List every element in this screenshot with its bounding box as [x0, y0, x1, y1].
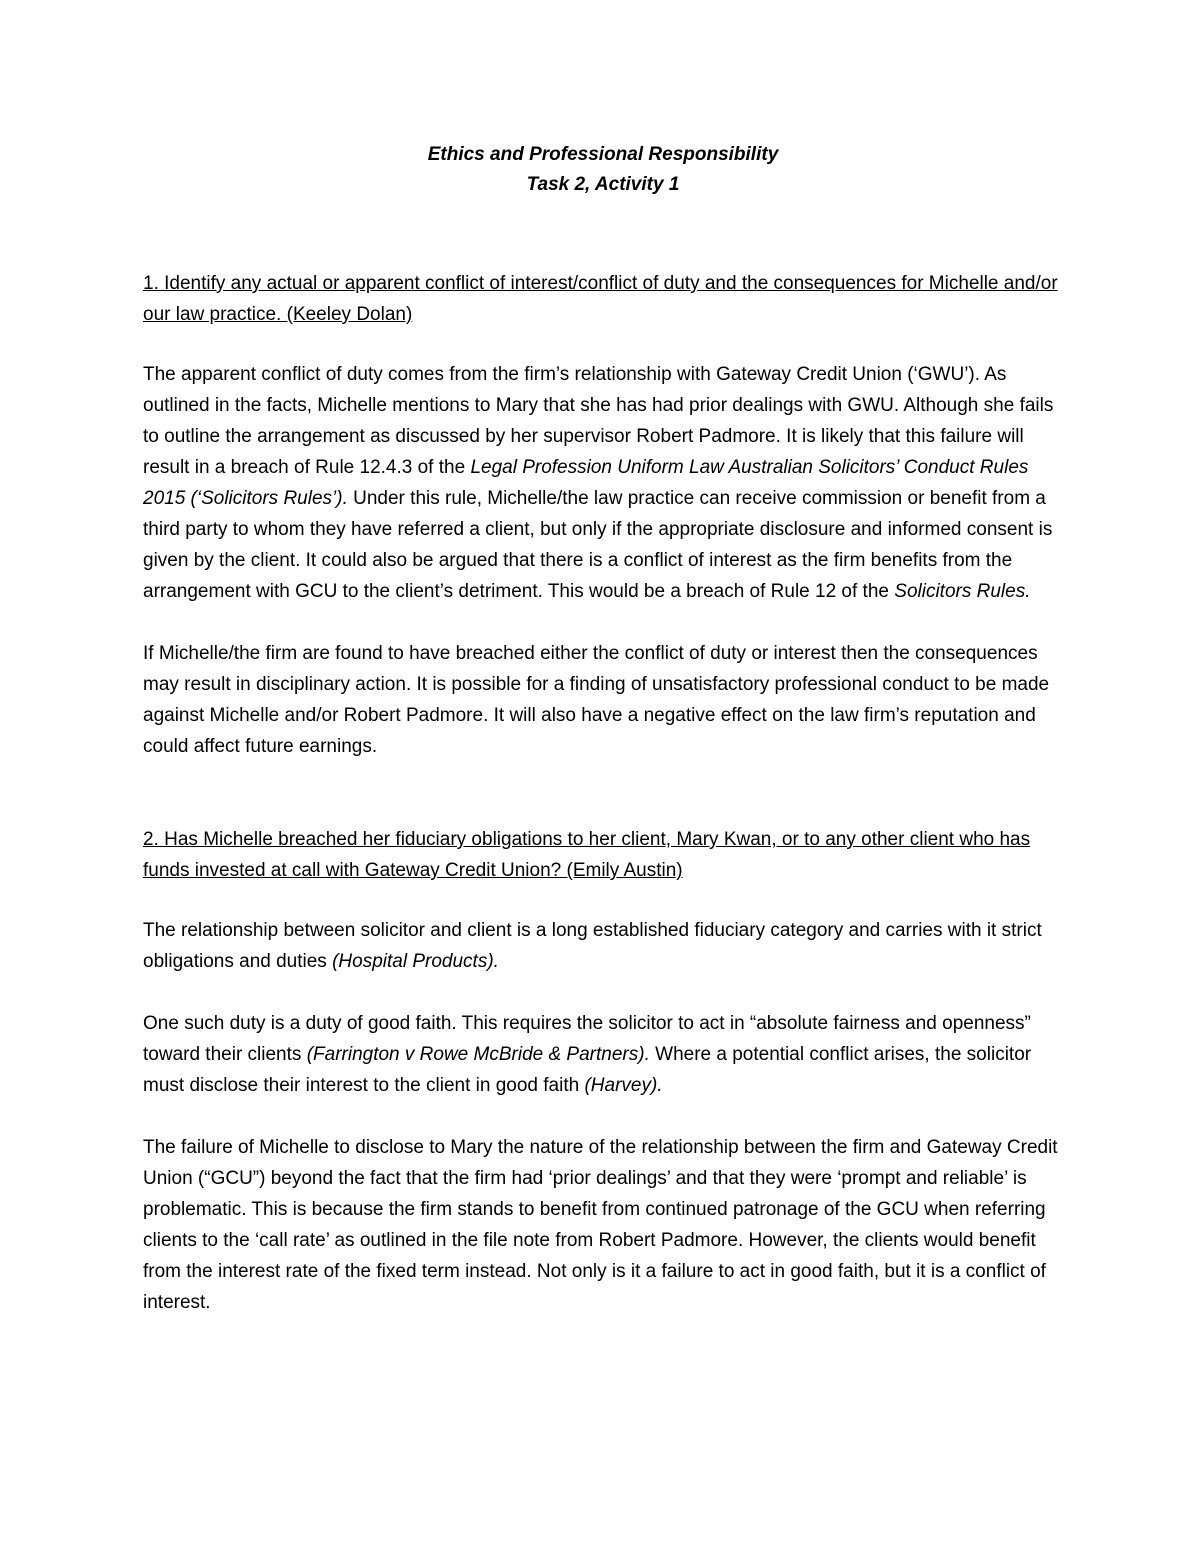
q1-p1-text-a: The apparent conflict of duty comes from the firm’s relationship with Gateway Credit Union (‘GWU’). As outlined in the facts, Michelle mentions to Mary that she has had prior dealings with GWU. Although she fails to outline the arrangement as discussed by her supervisor Robert Padmore. It is likely that this failure will result in a breach of Rule 12.4.3 of the: [143, 364, 1054, 478]
q2-p2-citation-farrington: (Farrington v Rowe McBride & Partners).: [306, 1044, 650, 1065]
q2-p1-text-a: The relationship between solicitor and client is a long established fiduciary category and carries with it strict obligations and duties: [143, 920, 1042, 972]
question-2-heading: 2. Has Michelle breached her fiduciary obligations to her client, Mary Kwan, or to any other client who has funds invested at call with Gateway Credit Union? (Emily Austin): [143, 829, 1031, 881]
q1-p1-citation-solicitors-rules: Solicitors Rules.: [894, 581, 1031, 602]
q2-p2-text-a: One such duty is a duty of good faith. This requires the solicitor to act in “absolute fairness and openness” toward their clients: [143, 1013, 1031, 1065]
question-1-heading: 1. Identify any actual or apparent conflict of interest/conflict of duty and the consequences for Michelle and/or our law practice. (Keeley Dolan): [143, 273, 1058, 325]
q2-paragraph-3: The failure of Michelle to disclose to Mary the nature of the relationship between the firm and Gateway Credit Union (“GCU”) beyond the fact that the firm had ‘prior dealings’ and that they were ‘prompt and reliable’ is problematic. This is because the firm stands to benefit from continued patronage of the GCU when referring clients to the ‘call rate’ as outlined in the file note from Robert Padmore. However, the clients would benefit from the interest rate of the fixed term instead. Not only is it a failure to act in good faith, but it is a conflict of interest.: [143, 1137, 1058, 1313]
q1-p1-citation-rules: Legal Profession Uniform Law Australian Solicitors’ Conduct Rules 2015 (‘Solicitors Rules’).: [143, 457, 1029, 509]
q2-p2-citation-harvey: (Harvey).: [584, 1075, 663, 1096]
document-subtitle: Task 2, Activity 1: [526, 174, 680, 195]
document-page: [143, 140, 1063, 1349]
title-block: [143, 140, 1063, 200]
q1-p1-text-c: Under this rule, Michelle/the law practice can receive commission or benefit from a third party to whom they have referred a client, but only if the appropriate disclosure and informed consent is given by the client. It could also be argued that there is a conflict of interest as the firm benefits from the arrangement with GCU to the client’s detriment. This would be a breach of Rule 12 of the: [143, 488, 1053, 602]
q1-paragraph-2: If Michelle/the firm are found to have breached either the conflict of duty or interest then the consequences may result in disciplinary action. It is possible for a finding of unsatisfactory professional conduct to be made against Michelle and/or Robert Padmore. It will also have a negative effect on the law firm’s reputation and could affect future earnings.: [143, 643, 1050, 757]
q2-p1-citation: (Hospital Products).: [332, 951, 499, 972]
q2-paragraph-1: [143, 915, 1063, 977]
q2-p2-text-c: Where a potential conflict arises, the solicitor must disclose their interest to the client in good faith: [143, 1044, 1032, 1096]
document-title: Ethics and Professional Responsibility: [427, 144, 779, 165]
q2-paragraph-2: [143, 1008, 1063, 1101]
q1-paragraph-1: [143, 359, 1063, 607]
